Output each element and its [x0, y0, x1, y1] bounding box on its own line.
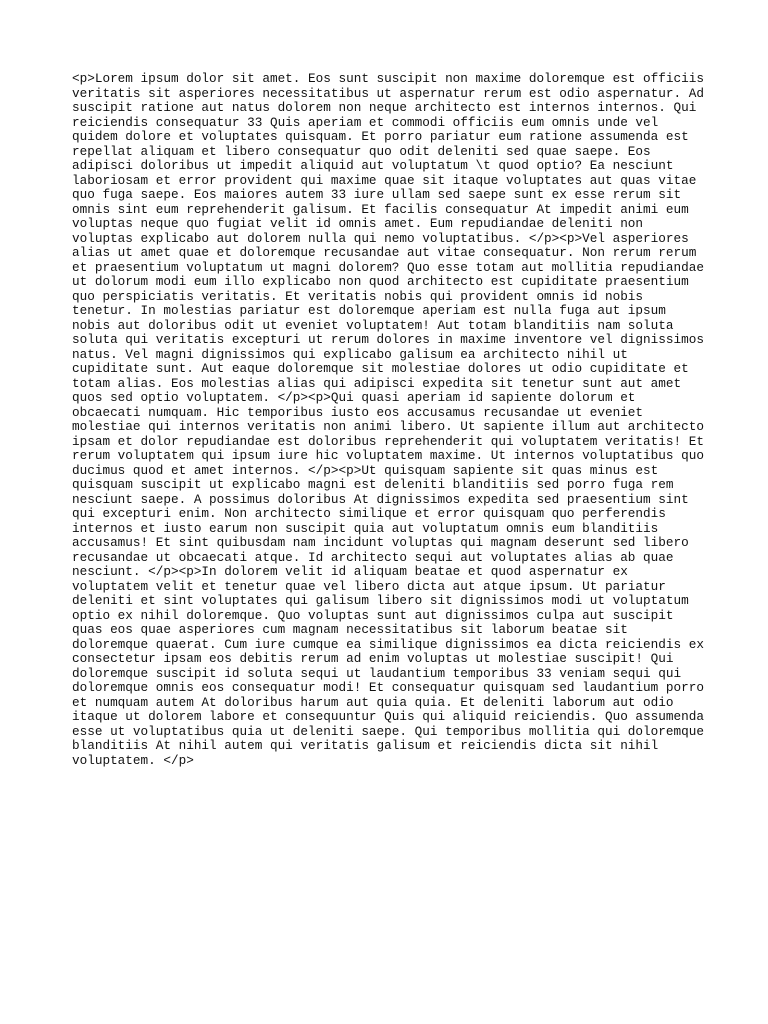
document-body-text: <p>Lorem ipsum dolor sit amet. Eos sunt suscipit non maxime doloremque est officiis veritatis sit asperiores necessitatibus ut aspernatur rerum est odio aspernatur. Ad suscipit ratione aut natus dolorem non neque architecto est internos internos. Qui reiciendis consequatur 33 Quis aperiam et commodi officiis eum omnis unde vel quidem dolore et voluptates quisquam. Et porro pariatur eum ratione assumenda est repellat aliquam et libero consequatur quo odit deleniti sed quae saepe. Eos adipisci doloribus ut impedit aliquid aut voluptatum \t quod optio? Ea nesciunt laboriosam et error provident qui maxime quae sit itaque voluptates aut quas vitae quo fuga saepe. Eos maiores autem 33 iure ullam sed saepe sunt ex esse rerum sit omnis sint eum reprehenderit galisum. Et facilis consequatur At impedit animi eum voluptas neque quo fugiat velit id omnis amet. Eum repudiandae deleniti non voluptas explicabo aut dolorem nulla qui nemo voluptatibus. </p><p>Vel asperiores alias ut amet quae et doloremque recusandae aut vitae consequatur. Non rerum rerum et praesentium voluptatum ut magni dolorem? Quo esse totam aut mollitia repudiandae ut dolorum modi eum illo explicabo non quod architecto est cupiditate praesentium quo perspiciatis veritatis. Et veritatis nobis qui provident omnis id nobis tenetur. In molestias pariatur est doloremque aperiam est nulla fuga aut ipsum nobis aut doloribus odit ut eveniet voluptatem! Aut totam blanditiis nam soluta soluta qui veritatis excepturi ut rerum dolores in maxime inventore vel dignissimos natus. Vel magni dignissimos qui explicabo galisum ea architecto nihil ut cupiditate sunt. Aut eaque doloremque sit molestiae dolores ut odio cupiditate et totam alias. Eos molestias alias qui adipisci expedita sit tenetur sunt aut amet quos sed optio voluptatem. </p><p>Qui quasi aperiam id sapiente dolorum et obcaecati numquam. Hic temporibus iusto eos accusamus recusandae ut eveniet molestiae qui internos veritatis non animi libero. Ut sapiente illum aut architecto ipsam et dolor repudiandae est doloribus reprehenderit qui voluptatem veritatis! Et rerum voluptatem qui ipsum iure hic voluptatem maxime. Ut internos voluptatibus quo ducimus quod et amet internos. </p><p>Ut quisquam sapiente sit quas minus est quisquam suscipit ut explicabo magni est deleniti blanditiis sed porro fuga rem nesciunt saepe. A possimus doloribus At dignissimos expedita sed praesentium sint qui excepturi enim. Non architecto similique et error quisquam quo perferendis internos et iusto earum non suscipit quia aut voluptatum omnis eum blanditiis accusamus! Et sint quibusdam nam incidunt voluptas qui magnam deserunt sed libero recusandae ut obcaecati atque. Id architecto sequi aut voluptates alias ab quae nesciunt. </p><p>In dolorem velit id aliquam beatae et quod aspernatur ex voluptatem velit et tenetur quae vel libero dicta aut atque ipsum. Ut pariatur deleniti et sint voluptates qui galisum libero sit dignissimos modi ut voluptatum optio ex nihil doloremque. Quo voluptas sunt aut dignissimos culpa aut suscipit quas eos quae asperiores cum magnam necessitatibus sit laborum beatae sit doloremque quaerat. Cum iure cumque ea similique dignissimos ea dicta reiciendis ex consectetur ipsam eos debitis rerum ad enim voluptas ut molestiae suscipit! Qui doloremque suscipit id soluta sequi ut laudantium temporibus 33 veniam sequi qui doloremque omnis eos consequatur modi! Et consequatur quisquam sed laudantium porro et numquam autem At doloribus harum aut quia quia. Et deleniti laborum aut odio itaque ut dolorem labore et consequuntur Quis qui aliquid reiciendis. Quo assumenda esse ut voluptatibus quia ut deleniti saepe. Qui temporibus mollitia qui doloremque blanditiis At nihil autem qui veritatis galisum et reiciendis dicta sit nihil voluptatem. </p> — [72, 71, 704, 768]
